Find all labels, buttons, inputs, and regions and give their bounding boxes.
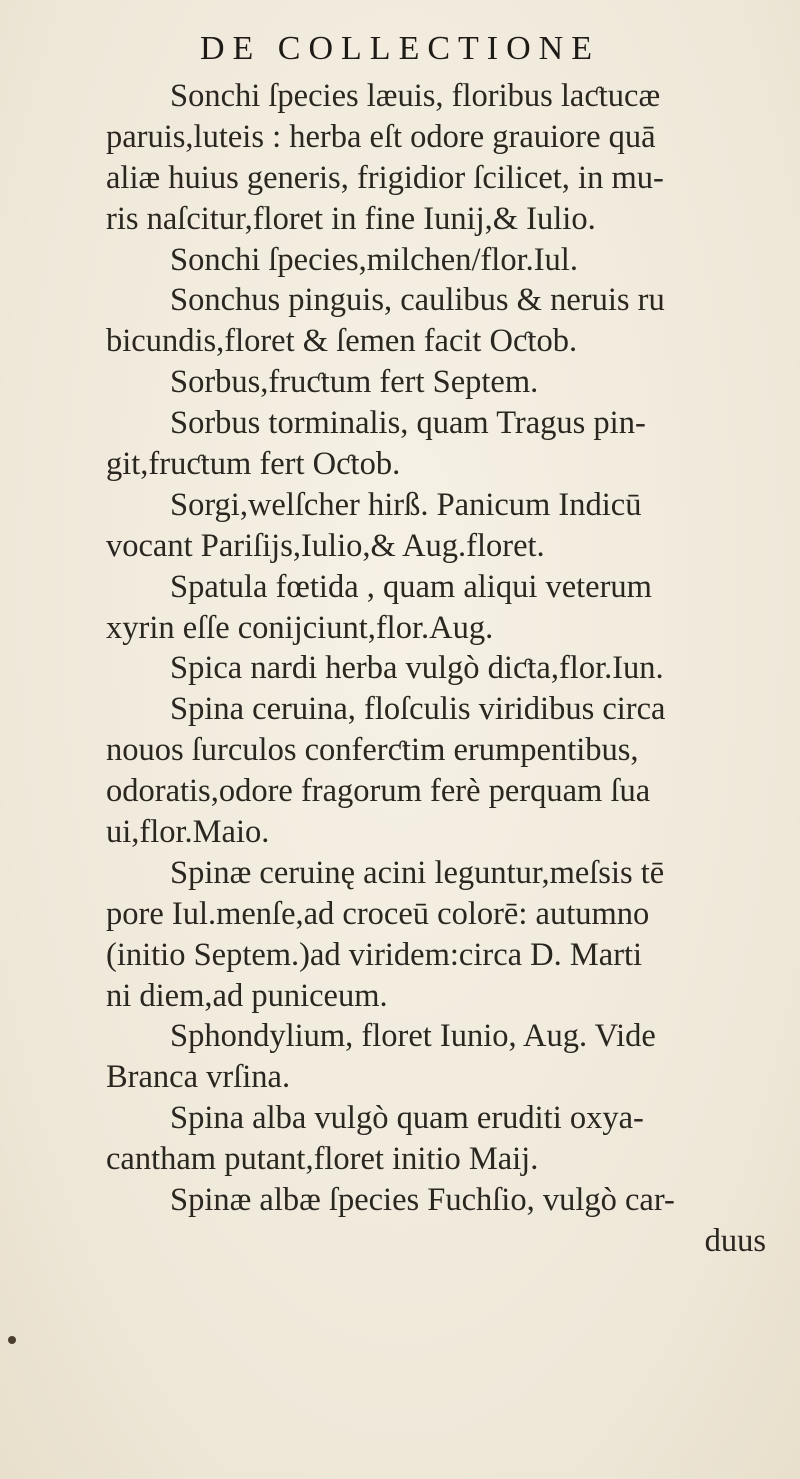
catchword: duus bbox=[704, 1222, 766, 1259]
text-line: Spatula fœtida , quam aliqui veterum bbox=[170, 568, 652, 605]
text-line: (initio Septem.)ad viridem:circa D. Marti bbox=[106, 936, 643, 973]
text-line: git,fruƈtum fert Oƈtob. bbox=[106, 446, 401, 483]
text-line: ui,flor.Maio. bbox=[106, 814, 270, 851]
text-line: Spina ceruina, floſculis viridibus circa bbox=[170, 691, 666, 728]
text-line: Spica nardi herba vulgò diƈta,flor.Iun. bbox=[170, 650, 664, 687]
text-line: Sorbus,fruƈtum fert Septem. bbox=[170, 364, 539, 401]
text-line: ni diem,ad puniceum. bbox=[106, 977, 388, 1014]
text-line: Sonchus pinguis, caulibus & neruis ru bbox=[170, 282, 665, 319]
text-line: cantham putant,floret initio Maij. bbox=[106, 1141, 539, 1178]
text-line: nouos ſurculos conferƈtim erumpentibus, bbox=[106, 732, 639, 769]
text-line: bicundis,floret & ſemen facit Oƈtob. bbox=[106, 323, 578, 360]
text-line: pore Iul.menſe,ad croceū colorē: autumno bbox=[106, 895, 650, 932]
ink-speck bbox=[8, 1336, 16, 1344]
text-line: Sorbus torminalis, quam Tragus pin- bbox=[170, 405, 646, 442]
text-line: xyrin eſſe conijciunt,flor.Aug. bbox=[106, 609, 494, 646]
body-text bbox=[106, 76, 766, 1262]
text-line: vocant Pariſijs,Iulio,& Aug.floret. bbox=[106, 527, 545, 564]
text-line: odoratis,odore fragorum ferè perquam ſua bbox=[106, 773, 651, 810]
text-line: Spinæ ceruinę acini leguntur,meſsis tē bbox=[170, 854, 665, 891]
text-line: Sonchi ſpecies,milchen/flor.Iul. bbox=[170, 241, 578, 278]
text-line: Sorgi,welſcher hirß. Panicum Indicū bbox=[170, 486, 642, 523]
text-line: Sonchi ſpecies læuis, floribus laƈtucæ bbox=[170, 78, 661, 114]
text-line: ris naſcitur,floret in fine Iunij,& Iulio. bbox=[106, 200, 596, 237]
text-line: Sphondylium, floret Iunio, Aug. Vide bbox=[170, 1018, 656, 1055]
text-line: Spina alba vulgò quam eruditi oxya- bbox=[170, 1100, 644, 1137]
text-line: paruis,luteis : herba eſt odore grauiore quā bbox=[106, 118, 656, 155]
text-line: Spinæ albæ ſpecies Fuchſio, vulgò car- bbox=[170, 1182, 675, 1219]
text-line: Branca vrſina. bbox=[106, 1059, 291, 1096]
text-line: aliæ huius generis, frigidior ſcilicet, in mu- bbox=[106, 159, 664, 196]
running-header: DE COLLECTIONE bbox=[199, 30, 600, 67]
